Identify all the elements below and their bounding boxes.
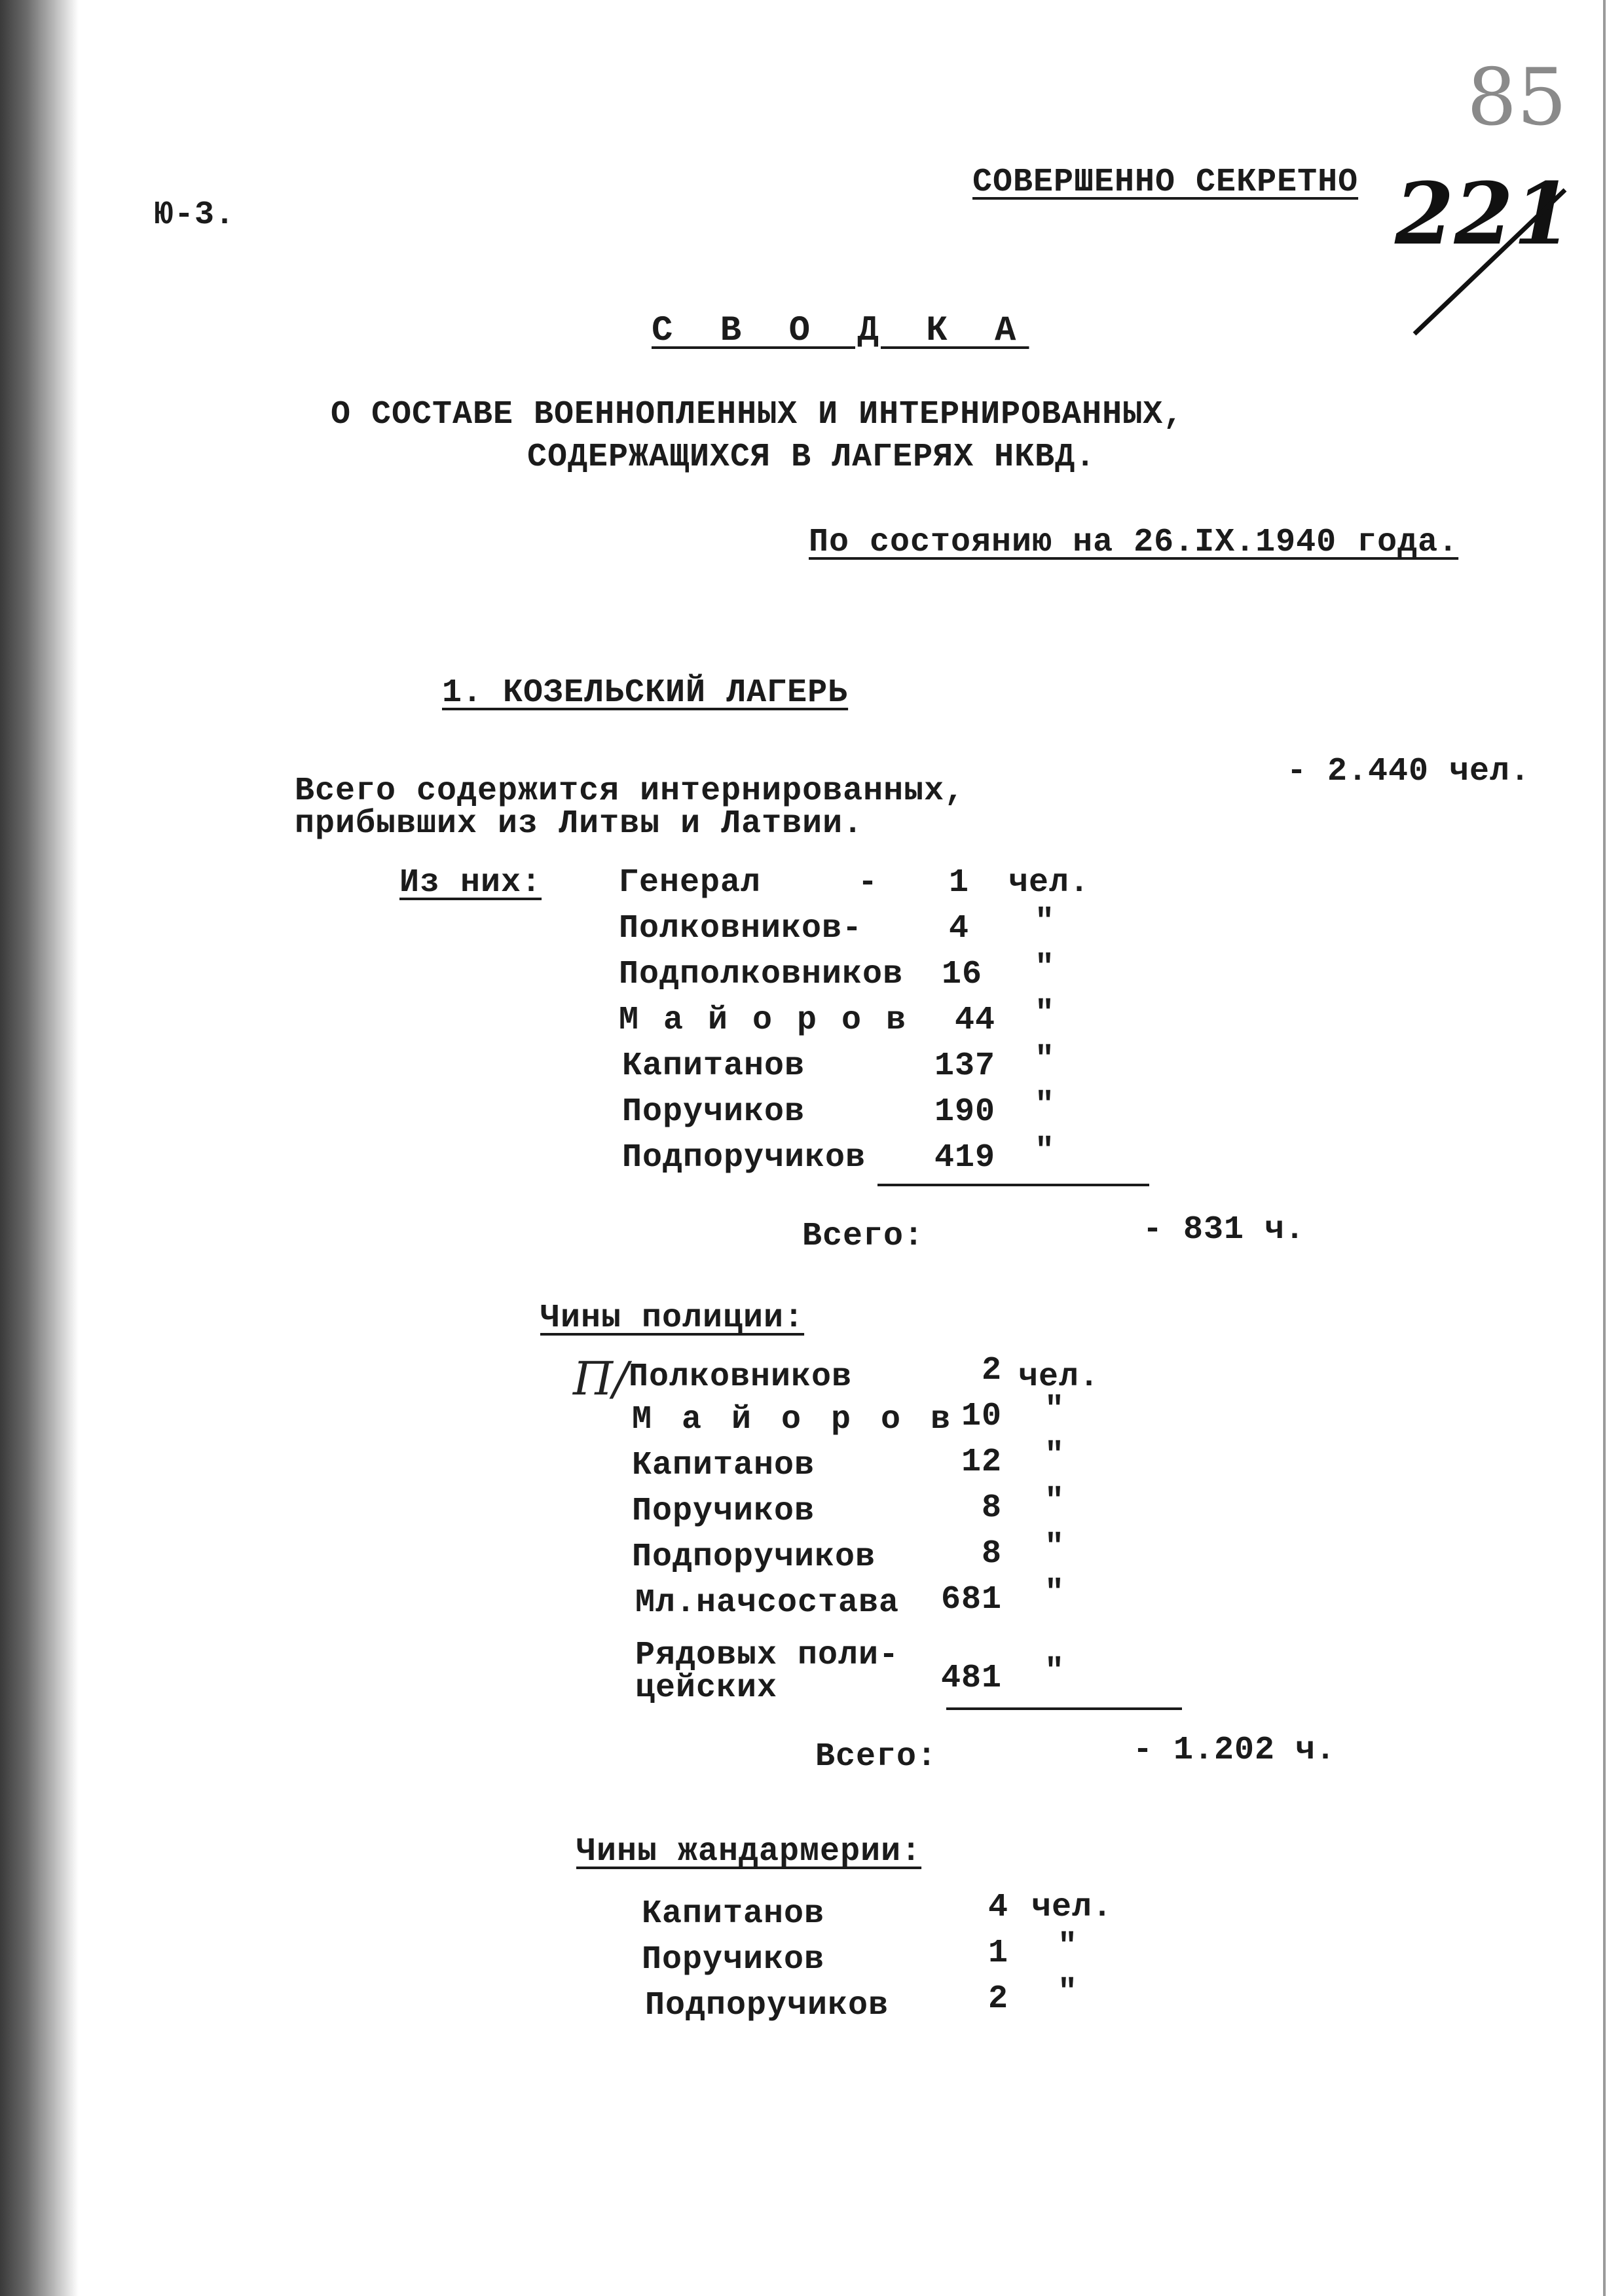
police-unit: " — [1044, 1437, 1065, 1474]
officer-rank: М а й о р о в — [619, 1002, 909, 1039]
police-rank: Капитанов — [632, 1447, 815, 1484]
police-rank-line1: Рядовых поли- — [635, 1637, 900, 1674]
sheet-number-ink: 221 — [1395, 164, 1573, 264]
gendarmerie-rank: Капитанов — [642, 1895, 825, 1933]
section-heading: 1. КОЗЕЛЬСКИЙ ЛАГЕРЬ — [442, 674, 849, 712]
police-rank: М а й о р о в — [632, 1401, 956, 1438]
total-internees-line1: Всего содержится интернированных, — [295, 773, 965, 810]
police-rank: Полковников — [629, 1358, 853, 1396]
police-margin-note: П/ — [573, 1352, 629, 1406]
officer-count: 190 — [934, 1093, 995, 1131]
officer-count: 16 — [941, 956, 982, 993]
document-title: С В О Д К А — [652, 311, 1029, 351]
gendarmerie-unit: чел. — [1031, 1889, 1113, 1926]
officer-unit: чел. — [1008, 864, 1090, 902]
police-rank-line2: цейских — [635, 1669, 778, 1707]
police-rank: Подпоручиков — [632, 1539, 876, 1576]
gendarmerie-count: 2 — [987, 1980, 1008, 2018]
officer-unit: " — [1035, 1087, 1056, 1124]
officer-rank: Подпоручиков — [622, 1139, 866, 1176]
police-rank: Поручиков — [632, 1493, 815, 1530]
gendarmerie-rank: Подпоручиков — [645, 1987, 889, 2024]
officer-unit: " — [1035, 1041, 1056, 1078]
police-count: 481 — [940, 1660, 1002, 1697]
officer-count: 4 — [948, 910, 969, 947]
gendarmerie-label: Чины жандармерии: — [576, 1833, 922, 1870]
police-count: 10 — [961, 1398, 1002, 1435]
police-unit: " — [1044, 1483, 1065, 1520]
police-count: 2 — [981, 1352, 1002, 1389]
binding-edge — [0, 0, 79, 2296]
officers-sum-rule — [877, 1184, 1149, 1186]
police-unit: " — [1044, 1529, 1065, 1566]
police-label: Чины полиции: — [540, 1300, 805, 1337]
police-unit: " — [1044, 1391, 1065, 1429]
police-total-value: - 1.202 ч. — [1133, 1732, 1337, 1769]
police-unit: чел. — [1018, 1358, 1100, 1396]
officer-rank: Генерал — [619, 864, 762, 902]
date-line: По состоянию на 26.IX.1940 года. — [809, 524, 1459, 561]
gendarmerie-unit: " — [1058, 1974, 1079, 2011]
police-unit: " — [1044, 1575, 1065, 1612]
scan-edge-line — [1603, 0, 1606, 2296]
officers-label: Из них: — [399, 864, 542, 902]
officer-unit: " — [1035, 995, 1056, 1032]
officer-unit: " — [1035, 903, 1056, 941]
total-internees-line2: прибывших из Литвы и Латвии. — [295, 805, 864, 843]
officers-total-label: Всего: — [802, 1218, 925, 1255]
police-count: 12 — [961, 1444, 1002, 1481]
classification-stamp: СОВЕРШЕННО СЕКРЕТНО — [972, 164, 1359, 201]
gendarmerie-count: 4 — [987, 1889, 1008, 1926]
officer-dash: - — [858, 864, 879, 902]
officer-count: 44 — [954, 1002, 995, 1039]
officers-total-value: - 831 ч. — [1143, 1211, 1306, 1248]
gendarmerie-count: 1 — [987, 1935, 1008, 1972]
police-unit: " — [1044, 1653, 1065, 1690]
police-count: 8 — [981, 1535, 1002, 1573]
officer-unit: " — [1035, 1133, 1056, 1170]
officer-rank: Полковников- — [619, 910, 863, 947]
police-rank: Мл.начсостава — [635, 1584, 900, 1622]
officer-unit: " — [1035, 949, 1056, 987]
police-sum-rule — [946, 1707, 1182, 1710]
reference-number: Ю-3. — [154, 196, 236, 234]
officer-count: 137 — [934, 1048, 995, 1085]
police-count: 8 — [981, 1489, 1002, 1527]
title-subtitle-line2: СОДЕРЖАЩИХСЯ В ЛАГЕРЯХ НКВД. — [527, 439, 1096, 476]
title-subtitle-line1: О СОСТАВЕ ВОЕННОПЛЕННЫХ И ИНТЕРНИРОВАННЫХ, — [331, 396, 1184, 433]
ink-slash-mark — [1401, 177, 1572, 347]
officer-rank: Подполковников — [619, 956, 904, 993]
officer-rank: Капитанов — [622, 1048, 805, 1085]
officer-count: 419 — [934, 1139, 995, 1176]
officer-rank: Поручиков — [622, 1093, 805, 1131]
total-internees-value: - 2.440 чел. — [1287, 753, 1531, 790]
sheet-number-pencil: 85 — [1467, 52, 1567, 143]
officer-count: 1 — [948, 864, 969, 902]
police-total-label: Всего: — [815, 1738, 938, 1776]
gendarmerie-unit: " — [1058, 1928, 1079, 1965]
gendarmerie-rank: Поручиков — [642, 1941, 825, 1978]
police-count: 681 — [940, 1581, 1002, 1618]
